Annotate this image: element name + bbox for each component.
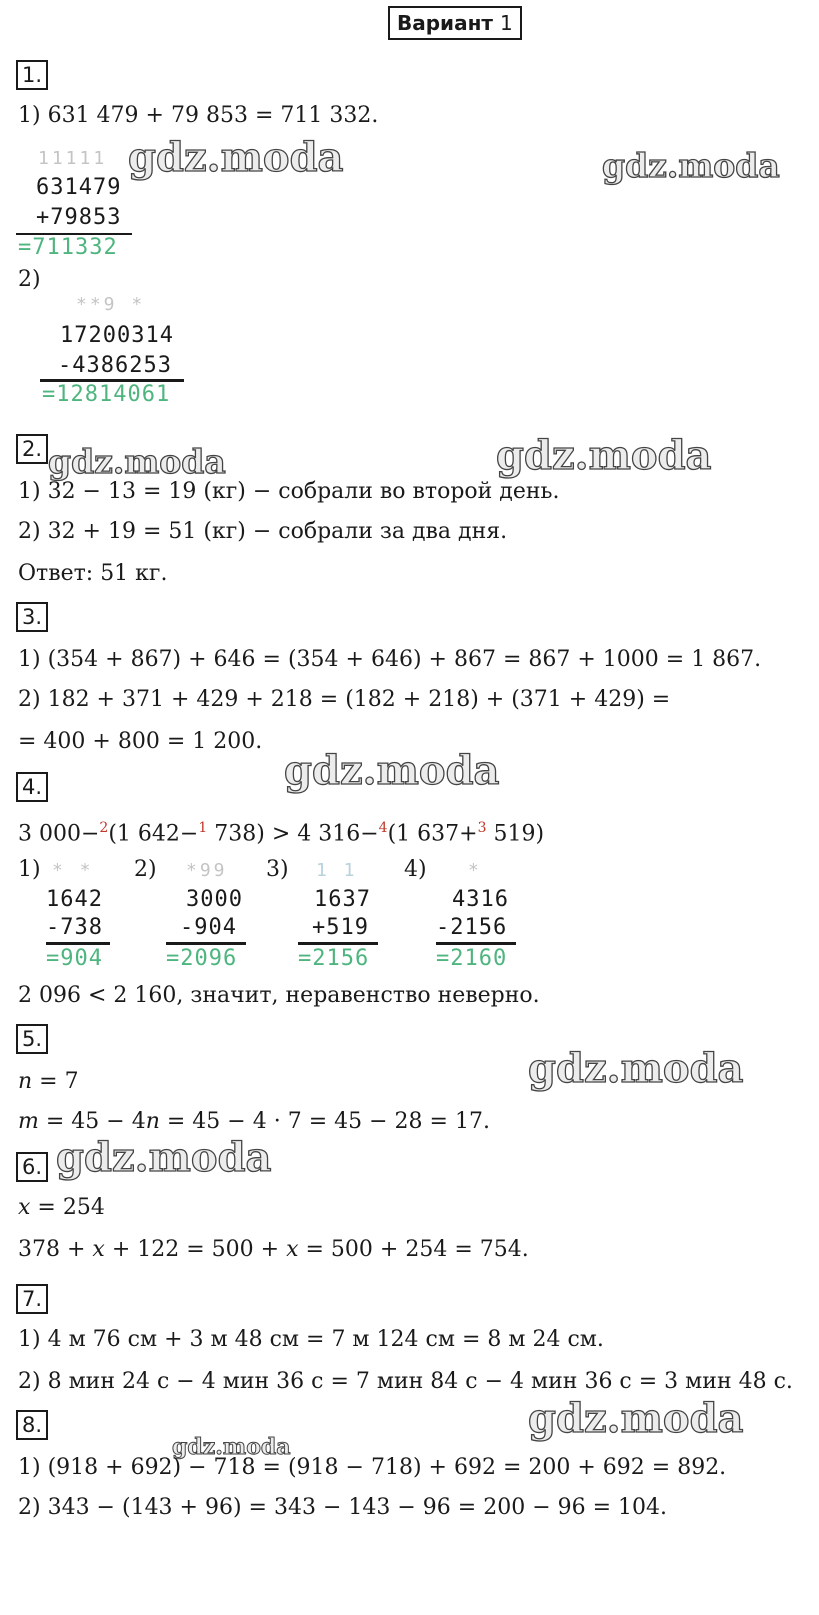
variable: x [286,1237,299,1262]
task5-line1 [18,1068,79,1096]
column-result: =904 [46,946,103,971]
task7-line1: 1) 4 м 76 см + 3 м 48 см = 7 м 124 см = 8 м 24 см. [18,1327,604,1352]
expr-part: 519) [486,821,545,847]
expr-part: + 122 = 500 + [104,1237,287,1262]
task4-conclusion: 2 096 < 2 160, значит, неравенство неверно. [18,983,540,1008]
column-bottom: +79853 [36,205,122,230]
expr-part: 738) > 4 316− [207,821,379,847]
task-number: 2. [16,434,48,464]
column-result: =2160 [436,946,508,971]
watermark: gdz.moda [172,1434,291,1460]
carry-digits: 11111 [38,148,108,169]
order-mark: 1 [198,820,208,836]
column-result: =2156 [298,946,370,971]
task3-line1: 1) (354 + 867) + 646 = (354 + 646) + 867 = 867 + 1000 = 1 867. [18,647,762,672]
expr-part: 378 + [18,1237,93,1262]
watermark: gdz.moda [528,1395,744,1442]
expr-part: (1 637+ [387,821,478,847]
watermark: gdz.moda [602,146,780,185]
task-number: 1. [16,60,48,90]
column-label: 3) [266,857,289,882]
order-mark: 2 [99,820,109,836]
column-result: =2096 [166,946,238,971]
carry-digits: *99 [186,860,228,881]
column-top: 3000 [186,887,243,912]
carry-digits: * [468,860,482,881]
column-result: =711332 [18,235,118,260]
carry-digits: **9 * [76,294,146,315]
watermark: gdz.moda [48,442,226,481]
variant-label: Вариант [397,11,493,35]
expr-part: = 500 + 254 = 754. [298,1237,529,1262]
expr-part: (1 642− [108,821,199,847]
task2-answer: Ответ: 51 кг. [18,561,168,586]
order-mark: 3 [477,820,487,836]
watermark: gdz.moda [284,747,500,794]
task1-label2: 2) [18,267,41,292]
watermark: gdz.moda [128,134,344,181]
column-bottom: -904 [180,915,237,940]
task-number: 3. [16,602,48,632]
variable: n [145,1109,160,1134]
column-result: =12814061 [42,382,171,407]
variable: n [18,1069,33,1094]
variable: m [18,1109,39,1134]
order-mark: 4 [378,820,388,836]
column-label: 2) [134,857,157,882]
task-number: 4. [16,772,48,802]
task6-line1 [18,1194,105,1222]
column-label: 1) [18,857,41,882]
task8-line1: 1) (918 + 692) − 718 = (918 − 718) + 692 = 200 + 692 = 892. [18,1455,727,1480]
watermark: gdz.moda [528,1045,744,1092]
variable: x [18,1195,31,1220]
column-top: 631479 [36,175,122,200]
column-bottom: +519 [312,915,369,940]
column-rule [436,942,516,945]
column-bottom: -738 [46,915,103,940]
task1-line1: 1) 631 479 + 79 853 = 711 332. [18,103,379,128]
column-top: 17200314 [60,323,174,348]
expr-part: = 45 − 4 · 7 = 45 − 28 = 17. [159,1109,490,1134]
expr-part: = 254 [30,1195,105,1220]
task5-line2 [18,1108,490,1136]
column-top: 1642 [46,887,103,912]
column-bottom: -2156 [436,915,508,940]
carry-digits: * * [52,860,94,881]
task3-line2: 2) 182 + 371 + 429 + 218 = (182 + 218) + (371 + 429) = [18,687,671,712]
variant-number: 1 [499,11,513,35]
carry-digits: 1 1 [316,860,358,881]
column-bottom: -4386253 [58,353,172,378]
column-top: 4316 [452,887,509,912]
task2-line1: 1) 32 − 13 = 19 (кг) − собрали во второй день. [18,479,560,504]
task8-line2: 2) 343 − (143 + 96) = 343 − 143 − 96 = 200 − 96 = 104. [18,1495,668,1520]
column-rule [298,942,378,945]
task-number: 8. [16,1410,48,1440]
variable: x [92,1237,105,1262]
task7-line2: 2) 8 мин 24 с − 4 мин 36 с = 7 мин 84 с − 4 мин 36 с = 3 мин 48 с. [18,1369,793,1394]
task4-expression [18,814,544,848]
task2-line2: 2) 32 + 19 = 51 (кг) − собрали за два дня. [18,519,508,544]
task-number: 5. [16,1024,48,1054]
task-number: 6. [16,1152,48,1182]
task3-line3: = 400 + 800 = 1 200. [18,729,263,754]
expr-part: = 7 [32,1069,79,1094]
expr-part: = 45 − 4 [38,1109,146,1134]
watermark: gdz.moda [496,432,712,479]
watermark: gdz.moda [56,1134,272,1181]
expr-part: 3 000− [18,821,100,847]
column-rule [46,942,110,945]
variant-title [388,6,522,40]
column-label: 4) [404,857,427,882]
column-rule [166,942,246,945]
column-top: 1637 [314,887,371,912]
task-number: 7. [16,1284,48,1314]
task6-line2 [18,1236,529,1264]
